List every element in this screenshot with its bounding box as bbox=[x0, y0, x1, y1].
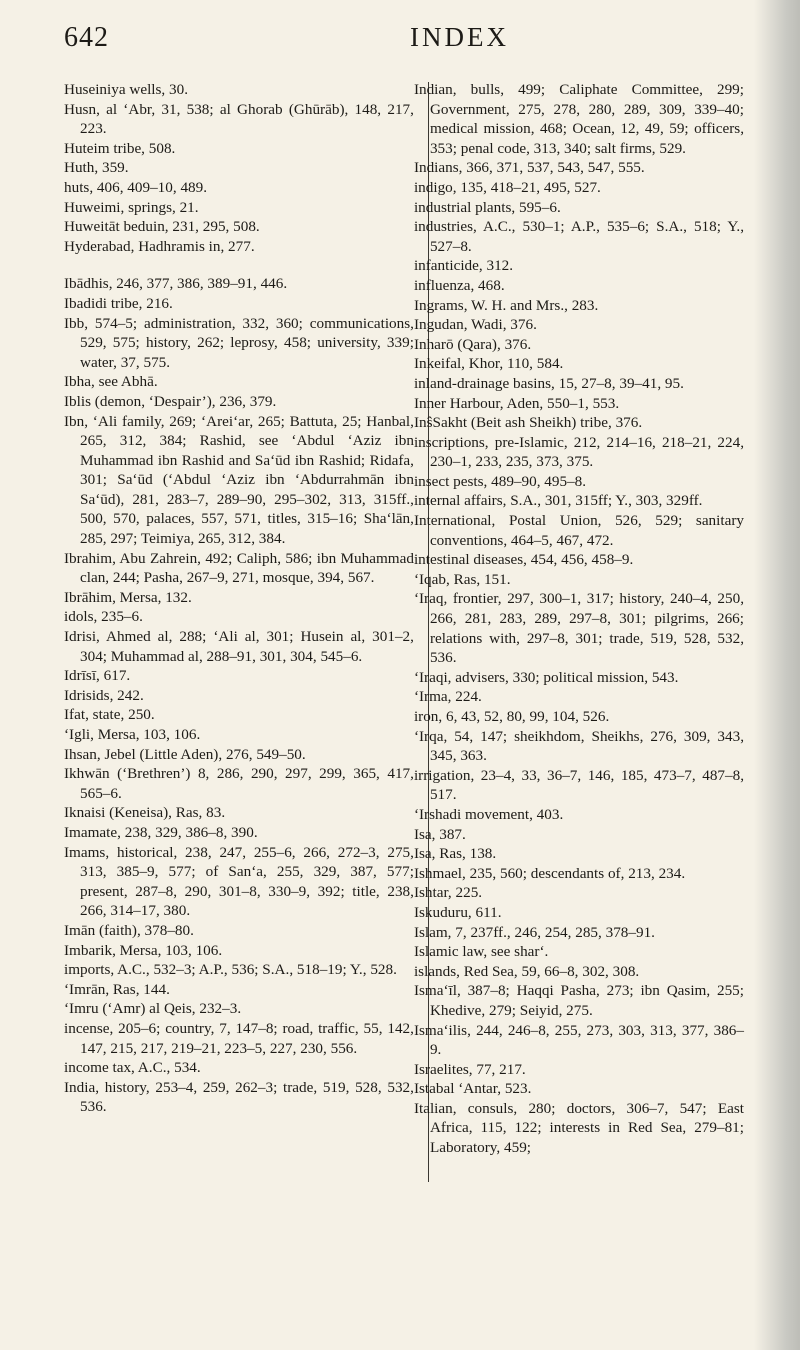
index-entry: Istabal ‘Antar, 523. bbox=[413, 1080, 532, 1098]
index-entry: ‘Imru (‘Amr) al Qeis, 232–3. bbox=[64, 1000, 242, 1018]
index-entry: Islamic law, see shar‘. bbox=[413, 943, 549, 961]
index-entry: ‘Iraqi, advisers, 330; political mission, 543. bbox=[413, 668, 679, 686]
page-number: 642 bbox=[64, 22, 109, 53]
left-column bbox=[64, 80, 414, 1158]
index-entry: Imbarik, Mersa, 103, 106. bbox=[64, 941, 223, 959]
index-columns bbox=[64, 80, 744, 1158]
index-entry: Huweimi, springs, 21. bbox=[64, 198, 199, 216]
index-entry: Ishmael, 235, 560; descendants of, 213, 234. bbox=[413, 864, 686, 882]
index-entry: indigo, 135, 418–21, 495, 527. bbox=[413, 178, 601, 196]
index-entry: Huteim tribe, 508. bbox=[64, 139, 176, 157]
index-entry: huts, 406, 409–10, 489. bbox=[64, 178, 208, 196]
index-entry: Indian, bulls, 499; Caliphate Committee, 299; Government, 275, 278, 280, 289, 309, 339–40; medical mission, 468; Ocean, 12, 49, 59; officers, 353; penal code, 313, 340; salt firms, 529. bbox=[413, 81, 744, 157]
index-entry: Ibrāhim, Mersa, 132. bbox=[64, 588, 192, 606]
right-column bbox=[414, 80, 744, 1158]
index-entry: Iblis (demon, ‘Despair’), 236, 379. bbox=[64, 392, 277, 410]
index-entry: Ishtar, 225. bbox=[413, 884, 483, 902]
index-entry: intestinal diseases, 454, 456, 458–9. bbox=[413, 551, 634, 569]
index-entry: Ifat, state, 250. bbox=[64, 706, 155, 724]
index-entry: Isa, 387. bbox=[413, 825, 466, 843]
index-entry: Iskuduru, 611. bbox=[413, 903, 502, 921]
index-entry: Isma‘īl, 387–8; Haqqi Pasha, 273; ibn Qasim, 255; Khedive, 279; Seiyid, 275. bbox=[413, 982, 744, 1019]
index-entry: Husn, al ‘Abr, 31, 538; al Ghorab (Ghūrāb), 148, 217, 223. bbox=[64, 100, 414, 138]
index-entry: Idrīsī, 617. bbox=[64, 667, 131, 685]
index-entry: income tax, A.C., 534. bbox=[64, 1059, 201, 1077]
index-entry: Ibrahim, Abu Zahrein, 492; Caliph, 586; ibn Muhammad clan, 244; Pasha, 267–9, 271, mosque, 394, 567. bbox=[64, 549, 414, 587]
index-entry: ‘Igli, Mersa, 103, 106. bbox=[64, 726, 201, 743]
index-entry: influenza, 468. bbox=[413, 276, 505, 294]
index-entry: Imān (faith), 378–80. bbox=[64, 921, 194, 939]
index-entry: ‘Irqa, 54, 147; sheikhdom, Sheikhs, 276, 309, 343, 345, 363. bbox=[413, 727, 744, 765]
index-entry: inland-drainage basins, 15, 27–8, 39–41, 95. bbox=[413, 374, 684, 392]
index-entry: internal affairs, S.A., 301, 315ff; Y., 303, 329ff. bbox=[413, 492, 703, 510]
index-entry: Ibn, ‘Ali family, 269; ‘Arei‘ar, 265; Battuta, 25; Hanbal, 265, 312, 384; Rashid, see ‘Abdul ‘Aziz ibn Muhammad ibn Rashid and Sa‘ūd ibn Rashid; Ridafa, 301; Sa‘ūd (‘Abdul ‘Aziz ibn ‘Abdurrahmān ibn Sa‘ūd), 281, 283–7, 289–90, 295–302, 313, 315ff., 500, 570, palaces, 557, 571, titles, 315–16; Sha‘lān, 285, 297; Teimiya, 265, 312, 384. bbox=[64, 412, 414, 548]
index-entry: insect pests, 489–90, 495–8. bbox=[413, 472, 587, 490]
index-entry: Ibb, 574–5; administration, 332, 360; communications, 529, 575; history, 262; leprosy, 458; university, 339; water, 37, 575. bbox=[64, 314, 414, 371]
index-entry: Islam, 7, 237ff., 246, 254, 285, 378–91. bbox=[413, 923, 655, 941]
index-entry: Idrisi, Ahmed al, 288; ‘Ali al, 301; Husein al, 301–2, 304; Muhammad al, 288–91, 301, 304, 545–6. bbox=[64, 628, 414, 665]
index-entry: InŝSakht (Beit ash Sheikh) tribe, 376. bbox=[413, 414, 643, 432]
index-entry: Inharō (Qara), 376. bbox=[413, 335, 532, 353]
index-entry: ‘Iraq, frontier, 297, 300–1, 317; history, 240–4, 250, 266, 281, 283, 289, 297–8, 301; pilgrims, 266; relations with, 297–8, 301; trade, 519, 528, 532, 536. bbox=[413, 590, 744, 667]
index-entry: idols, 235–6. bbox=[64, 608, 143, 626]
index-entry: Ibadidi tribe, 216. bbox=[64, 294, 173, 312]
index-entry: Ibha, see Abhā. bbox=[64, 373, 158, 391]
index-entry: inscriptions, pre-Islamic, 212, 214–16, 218–21, 224, 230–1, 233, 235, 373, 375. bbox=[413, 433, 744, 471]
index-entry: iron, 6, 43, 52, 80, 99, 104, 526. bbox=[413, 708, 610, 725]
index-entry: industrial plants, 595–6. bbox=[413, 198, 561, 216]
index-entry: Iknaisi (Keneisa), Ras, 83. bbox=[64, 804, 226, 822]
index-entry: Ikhwān (‘Brethren’) 8, 286, 290, 297, 299, 365, 417, 565–6. bbox=[64, 765, 414, 802]
index-entry: Idrisids, 242. bbox=[64, 686, 144, 704]
index-entry: ‘Imrān, Ras, 144. bbox=[64, 980, 170, 998]
index-entry: Huseiniya wells, 30. bbox=[64, 81, 189, 98]
index-entry: irrigation, 23–4, 33, 36–7, 146, 185, 473–7, 487–8, 517. bbox=[413, 766, 744, 804]
index-entry: Italian, consuls, 280; doctors, 306–7, 547; East Africa, 115, 122; interests in Red Sea, 279–81; Laboratory, 459; bbox=[413, 1099, 744, 1157]
index-entry: Hyderabad, Hadhramis in, 277. bbox=[64, 237, 255, 255]
index-entry: incense, 205–6; country, 7, 147–8; road, traffic, 55, 142, 147, 215, 217, 219–21, 223–5, 227, 230, 556. bbox=[64, 1019, 414, 1057]
index-entry: ‘Irma, 224. bbox=[413, 688, 482, 706]
index-entry: Huweitāt beduin, 231, 295, 508. bbox=[64, 218, 260, 236]
index-entry: Isma‘ilis, 244, 246–8, 255, 273, 303, 313, 377, 386–9. bbox=[413, 1021, 744, 1059]
index-entry: International, Postal Union, 526, 529; sanitary conventions, 464–5, 467, 472. bbox=[413, 512, 744, 549]
index-entry: Huth, 359. bbox=[64, 159, 129, 177]
index-entry: infanticide, 312. bbox=[413, 257, 514, 275]
index-entry: imports, A.C., 532–3; A.P., 536; S.A., 518–19; Y., 528. bbox=[64, 961, 397, 979]
index-entry: Ingudan, Wadi, 376. bbox=[413, 316, 537, 334]
index-entry: Imamate, 238, 329, 386–8, 390. bbox=[64, 823, 258, 841]
index-entry: ‘Iqab, Ras, 151. bbox=[413, 570, 511, 588]
index-entry: Indians, 366, 371, 537, 543, 547, 555. bbox=[413, 159, 645, 177]
index-entry: Ihsan, Jebel (Little Aden), 276, 549–50. bbox=[64, 745, 306, 763]
section-gap bbox=[64, 256, 414, 274]
index-entry: Ingrams, W. H. and Mrs., 283. bbox=[413, 296, 599, 314]
index-entry: ‘Irshadi movement, 403. bbox=[413, 805, 564, 823]
index-entry: Israelites, 77, 217. bbox=[413, 1060, 526, 1078]
index-entry: India, history, 253–4, 259, 262–3; trade, 519, 528, 532, 536. bbox=[64, 1078, 414, 1116]
index-entry: Imams, historical, 238, 247, 255–6, 266, 272–3, 275, 313, 385–9, 577; of San‘a, 255, 329, 387, 577; present, 287–8, 290, 301–8, 330–9, 392; title, 238, 266, 314–17, 380. bbox=[64, 843, 414, 920]
page-header bbox=[64, 22, 744, 56]
index-entry: Inkeifal, Khor, 110, 584. bbox=[413, 355, 564, 373]
page-edge-shadow bbox=[754, 0, 800, 1350]
running-head: INDEX bbox=[410, 22, 509, 52]
index-entry: Isa, Ras, 138. bbox=[413, 845, 497, 863]
index-entry: islands, Red Sea, 59, 66–8, 302, 308. bbox=[413, 962, 640, 980]
index-entry: Inner Harbour, Aden, 550–1, 553. bbox=[413, 394, 620, 412]
index-entry: industries, A.C., 530–1; A.P., 535–6; S.A., 518; Y., 527–8. bbox=[413, 218, 744, 255]
index-entry: Ibādhis, 246, 377, 386, 389–91, 446. bbox=[64, 275, 288, 293]
